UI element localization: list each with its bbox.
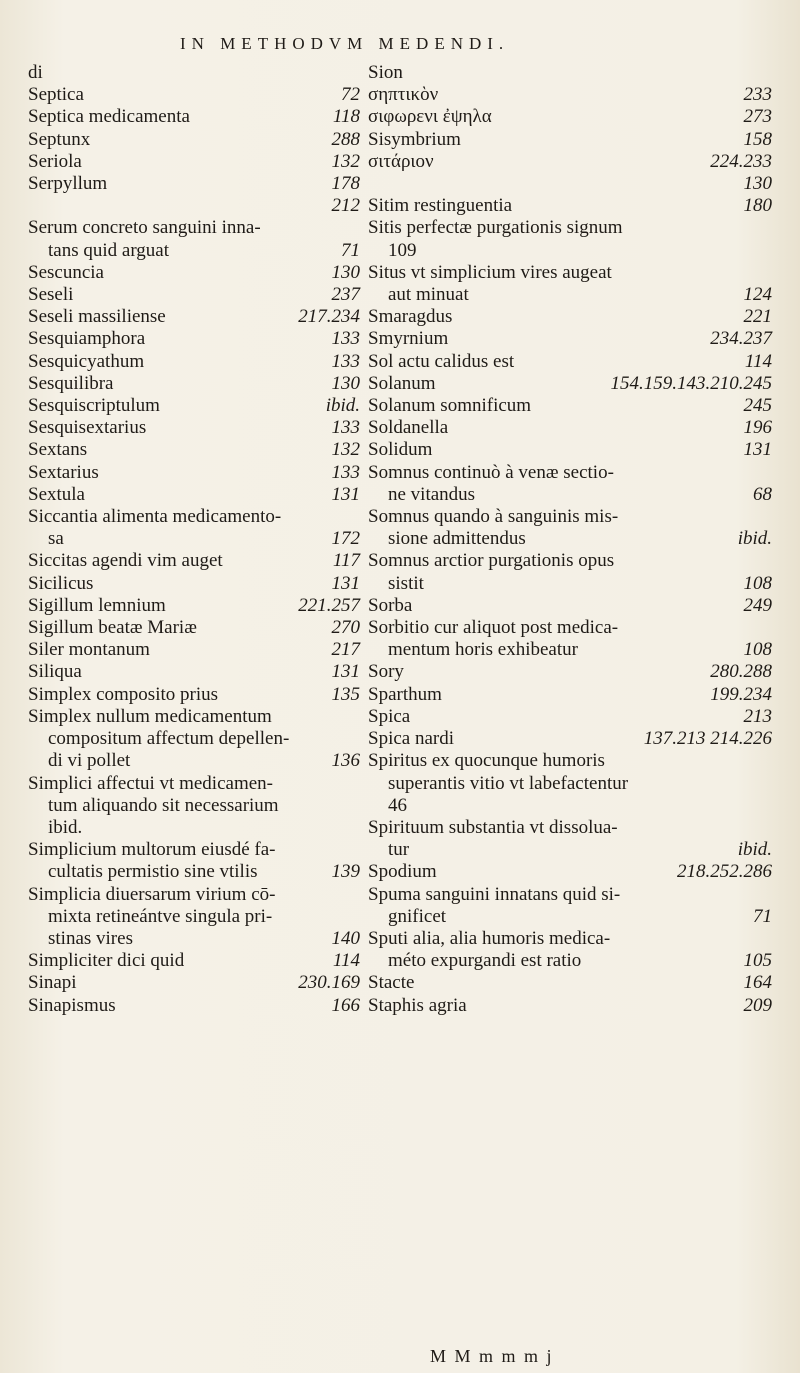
index-term: mentum horis exhibeatur <box>388 639 578 661</box>
index-entry <box>368 617 772 639</box>
page-reference: 132 <box>331 439 360 461</box>
index-term: Siler montanum <box>28 639 150 661</box>
running-head: IN METHODVM MEDENDI. <box>180 34 510 53</box>
page-reference: 68 <box>753 483 772 505</box>
index-entry <box>28 995 360 1017</box>
index-entry <box>28 773 360 795</box>
index-term: σιτάριον <box>368 150 434 172</box>
index-entry <box>28 506 360 528</box>
index-term: Sesquicyathum <box>28 350 145 372</box>
index-term: Simpliciter dici quid <box>28 950 185 972</box>
index-entry <box>368 684 772 706</box>
index-term: aut minuat <box>388 284 469 306</box>
index-entry <box>28 839 360 861</box>
page-reference: 213 <box>743 705 772 727</box>
page-reference: 209 <box>743 994 772 1016</box>
index-entry <box>28 795 360 817</box>
page-reference: 135 <box>331 683 360 705</box>
index-entry <box>28 484 360 506</box>
index-entry <box>28 217 360 239</box>
page-reference: 217 <box>331 639 360 661</box>
index-term: Smyrnium <box>368 328 449 350</box>
index-entry <box>368 906 772 928</box>
index-term: sa <box>48 528 64 550</box>
page-reference: 130 <box>743 173 772 195</box>
page-reference: 196 <box>743 417 772 439</box>
page-reference: 180 <box>743 195 772 217</box>
index-entry <box>28 573 360 595</box>
page-reference: 158 <box>743 128 772 150</box>
index-entry <box>368 351 772 373</box>
page-reference: 288 <box>331 128 360 150</box>
index-entry <box>28 306 360 328</box>
page-reference: 154.159.143.210.245 <box>610 372 772 394</box>
index-term: σιφωρενι ἐψηλα <box>368 106 492 128</box>
index-entry <box>28 129 360 151</box>
page-reference: 245 <box>743 395 772 417</box>
index-entry <box>28 639 360 661</box>
index-entry <box>368 861 772 883</box>
index-term: ne vitandus <box>388 483 476 505</box>
index-term: Seriola <box>28 150 82 172</box>
page-reference: 72 <box>341 84 360 106</box>
index-term: Sextula <box>28 483 85 505</box>
index-term: sistit <box>388 572 424 594</box>
index-term: Sesquilibra <box>28 372 114 394</box>
page-reference: 114 <box>332 950 360 972</box>
page-reference: ibid. <box>737 528 772 550</box>
index-term: Septica <box>28 84 84 106</box>
index-term: Siccantia alimenta medicamento- <box>28 506 282 528</box>
index-term: Seseli massiliense <box>28 306 166 328</box>
index-term: Staphis agria <box>368 994 467 1016</box>
index-term: tum aliquando sit necessarium <box>48 794 279 816</box>
index-term: Spica nardi <box>368 728 455 750</box>
index-entry <box>368 62 772 84</box>
index-term: Stacte <box>368 972 415 994</box>
index-entry <box>368 972 772 994</box>
page-reference: 166 <box>331 994 360 1016</box>
index-term: Simplex composito prius <box>28 683 218 705</box>
index-entry <box>368 417 772 439</box>
page-reference: 217.234 <box>298 306 360 328</box>
page-reference: ibid. <box>737 839 772 861</box>
page-reference: 124 <box>743 284 772 306</box>
index-entry <box>28 439 360 461</box>
index-entry <box>28 861 360 883</box>
index-term: σηπτικὸν <box>368 84 439 106</box>
index-entry <box>368 995 772 1017</box>
page-reference: 172 <box>331 528 360 550</box>
page-reference: 136 <box>331 750 360 772</box>
page-reference: 212 <box>331 195 360 217</box>
index-entry <box>368 306 772 328</box>
index-term: cultatis permistio sine vtilis <box>48 861 258 883</box>
index-term: Sextans <box>28 439 88 461</box>
index-entry <box>28 661 360 683</box>
page-reference: 118 <box>332 106 360 128</box>
index-entry <box>28 728 360 750</box>
index-term: Seseli <box>28 284 74 306</box>
index-term: Sitim restinguentia <box>368 195 513 217</box>
index-term: gnificet <box>388 905 447 927</box>
index-entry <box>368 750 772 772</box>
index-term: Sisymbrium <box>368 128 461 150</box>
index-entry <box>368 373 772 395</box>
index-entry <box>28 684 360 706</box>
index-term: Sol actu calidus est <box>368 350 515 372</box>
index-term: di vi pollet <box>48 750 131 772</box>
page-reference: 71 <box>341 239 360 261</box>
index-term: Sesquisextarius <box>28 417 147 439</box>
index-term: Septunx <box>28 128 91 150</box>
index-term: di <box>28 62 43 83</box>
index-term: 109 <box>388 239 417 261</box>
index-entry <box>28 106 360 128</box>
page-reference: 114 <box>744 350 772 372</box>
page-reference: 133 <box>331 350 360 372</box>
index-entry <box>368 195 772 217</box>
index-term: Simplex nullum medicamentum <box>28 705 272 727</box>
index-entry <box>368 173 772 195</box>
index-term: tur <box>388 839 410 861</box>
index-entry <box>28 884 360 906</box>
index-entry <box>368 328 772 350</box>
index-column-left <box>28 62 360 1017</box>
index-entry <box>28 550 360 572</box>
page-reference: 270 <box>331 617 360 639</box>
index-term: Simplicia diuersarum virium cō- <box>28 883 276 905</box>
index-term: Solanum somnificum <box>368 395 532 417</box>
index-entry <box>28 972 360 994</box>
index-entry <box>368 395 772 417</box>
page-reference: 133 <box>331 328 360 350</box>
index-term: Septica medicamenta <box>28 106 190 128</box>
index-entry <box>368 573 772 595</box>
index-entry <box>28 750 360 772</box>
page-reference: 273 <box>743 106 772 128</box>
index-term: Spica <box>368 705 411 727</box>
index-term: Spuma sanguini innatans quid si- <box>368 883 621 905</box>
index-entry <box>28 528 360 550</box>
index-entry <box>368 706 772 728</box>
page-reference: 164 <box>743 972 772 994</box>
page-reference: 130 <box>331 372 360 394</box>
index-entry <box>28 328 360 350</box>
index-term: Spirituum substantia vt dissolua- <box>368 816 618 838</box>
index-term: Simplici affectui vt medicamen- <box>28 772 273 794</box>
signature-mark: M M m m m j <box>430 1346 554 1366</box>
index-entry <box>28 351 360 373</box>
page-reference: 117 <box>332 550 360 572</box>
index-term: Sinapi <box>28 972 77 994</box>
index-entry <box>28 906 360 928</box>
index-entry <box>368 928 772 950</box>
index-entry <box>368 773 772 795</box>
index-entry <box>368 817 772 839</box>
index-entry <box>368 217 772 239</box>
index-entry <box>368 240 772 262</box>
index-term: compositum affectum depellen- <box>48 728 290 750</box>
index-term: ibid. <box>48 816 83 838</box>
index-term: Smaragdus <box>368 306 453 328</box>
index-entry <box>28 151 360 173</box>
page-reference: 237 <box>331 284 360 306</box>
index-entry <box>368 106 772 128</box>
index-entry <box>28 84 360 106</box>
index-entry <box>28 173 360 195</box>
index-term: Sorba <box>368 594 413 616</box>
index-entry <box>368 528 772 550</box>
index-entry <box>368 439 772 461</box>
index-entry <box>368 484 772 506</box>
page-reference: 105 <box>743 950 772 972</box>
index-entry <box>28 595 360 617</box>
index-entry <box>368 839 772 861</box>
index-term: superantis vitio vt labefactentur <box>388 772 629 794</box>
index-entry <box>368 550 772 572</box>
index-term: Solanum <box>368 372 436 394</box>
page-reference: 130 <box>331 261 360 283</box>
page-reference: 71 <box>753 905 772 927</box>
index-term: tans quid arguat <box>48 239 170 261</box>
index-column-right <box>368 62 772 1017</box>
index-entry <box>28 617 360 639</box>
index-entry <box>368 284 772 306</box>
index-entry <box>28 928 360 950</box>
index-term: Sputi alia, alia humoris medica- <box>368 927 611 949</box>
page-reference: 131 <box>331 661 360 683</box>
index-entry <box>368 728 772 750</box>
page-reference: 108 <box>743 572 772 594</box>
index-term: Serum concreto sanguini inna- <box>28 217 261 239</box>
index-term: Sory <box>368 661 404 683</box>
page-reference: 249 <box>743 594 772 616</box>
index-term: Sinapismus <box>28 994 116 1016</box>
page-reference: 133 <box>331 461 360 483</box>
page-reference: 221 <box>743 306 772 328</box>
index-term: stinas vires <box>48 927 133 949</box>
page-reference: 233 <box>743 84 772 106</box>
index-entry <box>28 284 360 306</box>
index-entry <box>368 639 772 661</box>
index-entry <box>368 151 772 173</box>
page-reference: 199.234 <box>710 683 772 705</box>
page-reference: 178 <box>331 173 360 195</box>
index-term: sione admittendus <box>388 528 526 550</box>
page-reference: 139 <box>331 861 360 883</box>
index-entry <box>28 373 360 395</box>
page-reference: 234.237 <box>710 328 772 350</box>
index-entry <box>368 661 772 683</box>
index-entry <box>28 262 360 284</box>
index-term: Sesquiscriptulum <box>28 395 160 417</box>
index-entry <box>368 506 772 528</box>
page-reference: 132 <box>331 150 360 172</box>
index-term: Siliqua <box>28 661 82 683</box>
index-entry <box>28 417 360 439</box>
index-term: Solidum <box>368 439 433 461</box>
page-reference: 224.233 <box>710 150 772 172</box>
index-term: Spodium <box>368 861 437 883</box>
page-reference: 218.252.286 <box>677 861 772 883</box>
index-entry <box>28 462 360 484</box>
index-term: Sesquiamphora <box>28 328 146 350</box>
index-term: Somnus arctior purgationis opus <box>368 550 615 572</box>
index-term: Situs vt simplicium vires augeat <box>368 261 612 283</box>
index-term: Sion <box>368 62 403 83</box>
index-term: Soldanella <box>368 417 449 439</box>
index-term: mixta retineántve singula pri- <box>48 905 273 927</box>
index-term: Sigillum beatæ Mariæ <box>28 617 197 639</box>
index-term: Somnus quando à sanguinis mis- <box>368 506 619 528</box>
index-term: Spiritus ex quocunque humoris <box>368 750 605 772</box>
page-reference: 131 <box>331 483 360 505</box>
index-term: Sextarius <box>28 461 99 483</box>
index-entry <box>368 129 772 151</box>
index-entry <box>28 817 360 839</box>
page-reference: 140 <box>331 927 360 949</box>
index-entry <box>28 950 360 972</box>
index-entry <box>368 795 772 817</box>
index-entry <box>28 395 360 417</box>
index-entry <box>368 595 772 617</box>
page-reference: 221.257 <box>298 594 360 616</box>
index-entry <box>28 195 360 217</box>
page-reference: 230.169 <box>298 972 360 994</box>
index-term: Sigillum lemnium <box>28 594 166 616</box>
index-entry <box>28 62 360 84</box>
index-term: Siccitas agendi vim auget <box>28 550 223 572</box>
index-entry <box>28 240 360 262</box>
index-term: Sorbitio cur aliquot post medica- <box>368 617 619 639</box>
page-reference: 280.288 <box>710 661 772 683</box>
index-term: méto expurgandi est ratio <box>388 950 582 972</box>
index-term: Sparthum <box>368 683 442 705</box>
index-entry <box>368 884 772 906</box>
page-reference: 131 <box>331 572 360 594</box>
page-reference: 108 <box>743 639 772 661</box>
index-term: 46 <box>388 794 407 816</box>
page-reference: 131 <box>743 439 772 461</box>
page-reference: ibid. <box>325 395 360 417</box>
index-term: Sicilicus <box>28 572 94 594</box>
index-entry <box>368 462 772 484</box>
index-entry <box>368 84 772 106</box>
index-term: Simplicium multorum eiusdé fa- <box>28 839 276 861</box>
index-term: Sitis perfectæ purgationis signum <box>368 217 623 239</box>
index-term: Serpyllum <box>28 173 108 195</box>
index-entry <box>368 262 772 284</box>
page-reference: 137.213 214.226 <box>643 728 772 750</box>
index-term: Somnus continuò à venæ sectio- <box>368 461 614 483</box>
index-entry <box>368 950 772 972</box>
page-reference: 133 <box>331 417 360 439</box>
index-entry <box>28 706 360 728</box>
index-term: Sescuncia <box>28 261 104 283</box>
